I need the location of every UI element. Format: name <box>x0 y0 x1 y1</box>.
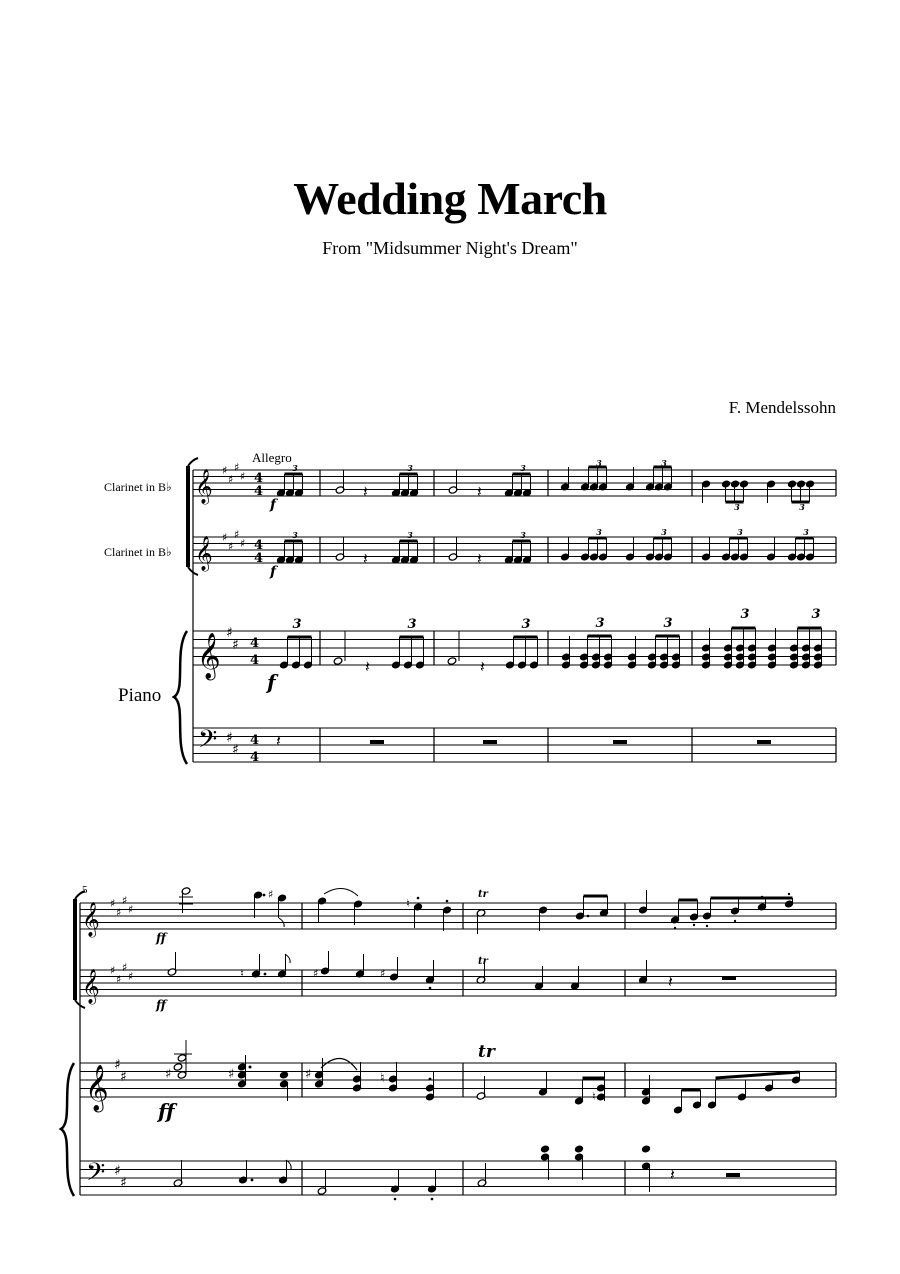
staccato <box>429 987 432 990</box>
key-signature: ♯ <box>232 637 239 653</box>
tuplet-number: 3 <box>737 527 743 537</box>
tuplet-number: 3 <box>661 458 667 468</box>
clef: 𝄞 <box>195 469 213 504</box>
clef: 𝄞 <box>82 969 100 1004</box>
staccato <box>788 893 790 895</box>
quarter-rest: 𝄽 <box>276 731 281 750</box>
time-signature: 4 <box>254 538 264 553</box>
piano-brace <box>61 1063 74 1196</box>
tuplet-number: 3 <box>734 502 740 512</box>
slur <box>321 1058 357 1070</box>
dot <box>264 973 267 976</box>
slur <box>324 888 358 896</box>
score-subtitle: From "Midsummer Night's Dream" <box>322 238 578 258</box>
measure-number: 5 <box>82 884 88 896</box>
time-signature: 4 <box>250 733 260 748</box>
key-signature: ♯ <box>128 970 134 983</box>
tuplet-number: 3 <box>407 617 417 632</box>
note-head <box>177 1071 187 1079</box>
dynamic-fortissimo: ff <box>156 931 166 945</box>
time-signature: 4 <box>254 484 264 499</box>
clef: 𝄞 <box>85 1065 109 1111</box>
clef: 𝄞 <box>82 902 100 937</box>
time-signature: 4 <box>250 653 260 668</box>
staccato <box>674 927 676 929</box>
key-signature: ♯ <box>116 973 122 986</box>
quarter-rest: 𝄽 <box>477 482 482 501</box>
score-title: Wedding March <box>293 173 607 224</box>
accidental: ♯ <box>165 1067 172 1082</box>
accidental: ♯ <box>268 888 274 901</box>
key-signature: ♯ <box>226 625 233 641</box>
clef: 𝄞 <box>195 536 213 571</box>
dynamic-fortissimo: ff <box>158 1099 175 1123</box>
quarter-rest: 𝄽 <box>363 549 368 568</box>
note-head <box>641 1145 651 1153</box>
staccato <box>446 900 449 903</box>
quarter-rest: 𝄽 <box>365 657 370 676</box>
key-signature: ♯ <box>114 1057 121 1073</box>
quarter-rest: 𝄽 <box>480 657 485 676</box>
dot <box>251 1179 254 1182</box>
tuplet-number: 3 <box>740 607 750 622</box>
key-signature: ♯ <box>222 464 228 477</box>
note-head <box>177 1054 187 1062</box>
composer-name: F. Mendelssohn <box>728 398 836 417</box>
staccato <box>394 1198 397 1201</box>
dynamic-forte: f <box>267 670 276 694</box>
staccato <box>706 925 708 927</box>
whole-rest <box>483 740 497 744</box>
staccato <box>693 924 695 926</box>
note-head <box>279 1071 289 1079</box>
staccato <box>734 920 736 922</box>
dynamic-forte: f <box>270 564 277 580</box>
accidental: ♯ <box>380 967 386 980</box>
quarter-rest: 𝄽 <box>668 972 673 991</box>
staccato <box>431 1198 434 1201</box>
dynamic-forte: f <box>270 497 277 513</box>
tuplet-number: 3 <box>661 527 667 537</box>
tuplet-number: 3 <box>521 617 531 632</box>
whole-rest <box>757 740 771 744</box>
key-signature: ♯ <box>240 470 246 483</box>
key-signature: ♯ <box>222 531 228 544</box>
clef: 𝄢 <box>86 1158 106 1193</box>
key-signature: ♯ <box>122 961 128 974</box>
staccato <box>761 896 763 898</box>
instrument-label-piano: Piano <box>118 685 162 706</box>
key-signature: ♯ <box>116 906 122 919</box>
quarter-rest: 𝄽 <box>670 1165 675 1184</box>
key-signature: ♯ <box>128 903 134 916</box>
tuplet-number: 3 <box>595 616 605 631</box>
staccato <box>417 897 420 900</box>
tuplet-number: 3 <box>811 607 821 622</box>
tuplet-number: 3 <box>292 530 298 540</box>
tuplet-number: 3 <box>520 463 526 473</box>
dot <box>587 915 590 918</box>
accidental: ♮ <box>592 1090 596 1103</box>
key-signature: ♯ <box>234 461 240 474</box>
key-signature: ♯ <box>122 894 128 907</box>
time-signature: 4 <box>254 471 264 486</box>
tuplet-number: 3 <box>407 530 413 540</box>
piano-brace <box>174 631 187 764</box>
quarter-rest: 𝄽 <box>363 482 368 501</box>
trill: tr <box>478 956 488 967</box>
accidental: ♯ <box>305 1067 312 1082</box>
tuplet-number: 3 <box>663 616 673 631</box>
dot <box>249 1066 252 1069</box>
note-head <box>540 1145 550 1153</box>
instrument-label-clarinet-1: Clarinet in B♭ <box>104 480 172 494</box>
bracket-end <box>75 891 85 899</box>
key-signature: ♯ <box>234 528 240 541</box>
key-signature: ♯ <box>228 473 234 486</box>
whole-rest <box>370 740 384 744</box>
instrument-label-clarinet-2: Clarinet in B♭ <box>104 545 172 559</box>
whole-rest <box>722 976 736 980</box>
dynamic-fortissimo: ff <box>156 998 166 1012</box>
staff-lines <box>80 470 836 1195</box>
tuplet-number: 3 <box>407 463 413 473</box>
key-signature: ♯ <box>110 964 116 977</box>
note-head <box>447 657 457 665</box>
note-head <box>574 1145 584 1153</box>
note-head <box>333 657 343 665</box>
key-signature: ♯ <box>232 742 239 758</box>
accidental: ♮ <box>380 1071 385 1086</box>
bracket-end <box>188 458 198 466</box>
key-signature: ♯ <box>226 730 233 746</box>
trill: tr <box>478 1042 495 1062</box>
whole-rest <box>726 1173 740 1177</box>
time-signature: 4 <box>250 750 260 765</box>
accidental: ♮ <box>406 897 410 910</box>
tuplet-number: 3 <box>520 530 526 540</box>
key-signature: ♯ <box>120 1175 127 1191</box>
quarter-rest: 𝄽 <box>477 549 482 568</box>
clef: 𝄞 <box>197 633 221 679</box>
tuplet-number: 3 <box>292 463 298 473</box>
tuplet-number: 3 <box>596 527 602 537</box>
time-signature: 4 <box>250 636 260 651</box>
key-signature: ♯ <box>120 1069 127 1085</box>
tuplet-number: 3 <box>799 502 805 512</box>
accidental: ♯ <box>313 967 319 980</box>
tuplet-number: 3 <box>803 527 809 537</box>
trill: tr <box>478 889 488 900</box>
key-signature: ♯ <box>240 537 246 550</box>
whole-rest <box>613 740 627 744</box>
tuplet-number: 3 <box>596 458 602 468</box>
staccato <box>429 1078 432 1081</box>
key-signature: ♯ <box>114 1163 121 1179</box>
note-head <box>173 1063 183 1071</box>
accidental: ♮ <box>240 967 244 980</box>
dot <box>263 894 266 897</box>
clef: 𝄢 <box>198 725 218 760</box>
time-signature: 4 <box>254 551 264 566</box>
beam <box>716 1072 800 1078</box>
key-signature: ♯ <box>228 540 234 553</box>
tuplet-number: 3 <box>292 617 302 632</box>
key-signature: ♯ <box>110 897 116 910</box>
accidental: ♯ <box>228 1067 235 1082</box>
tempo-marking: Allegro <box>252 450 292 465</box>
